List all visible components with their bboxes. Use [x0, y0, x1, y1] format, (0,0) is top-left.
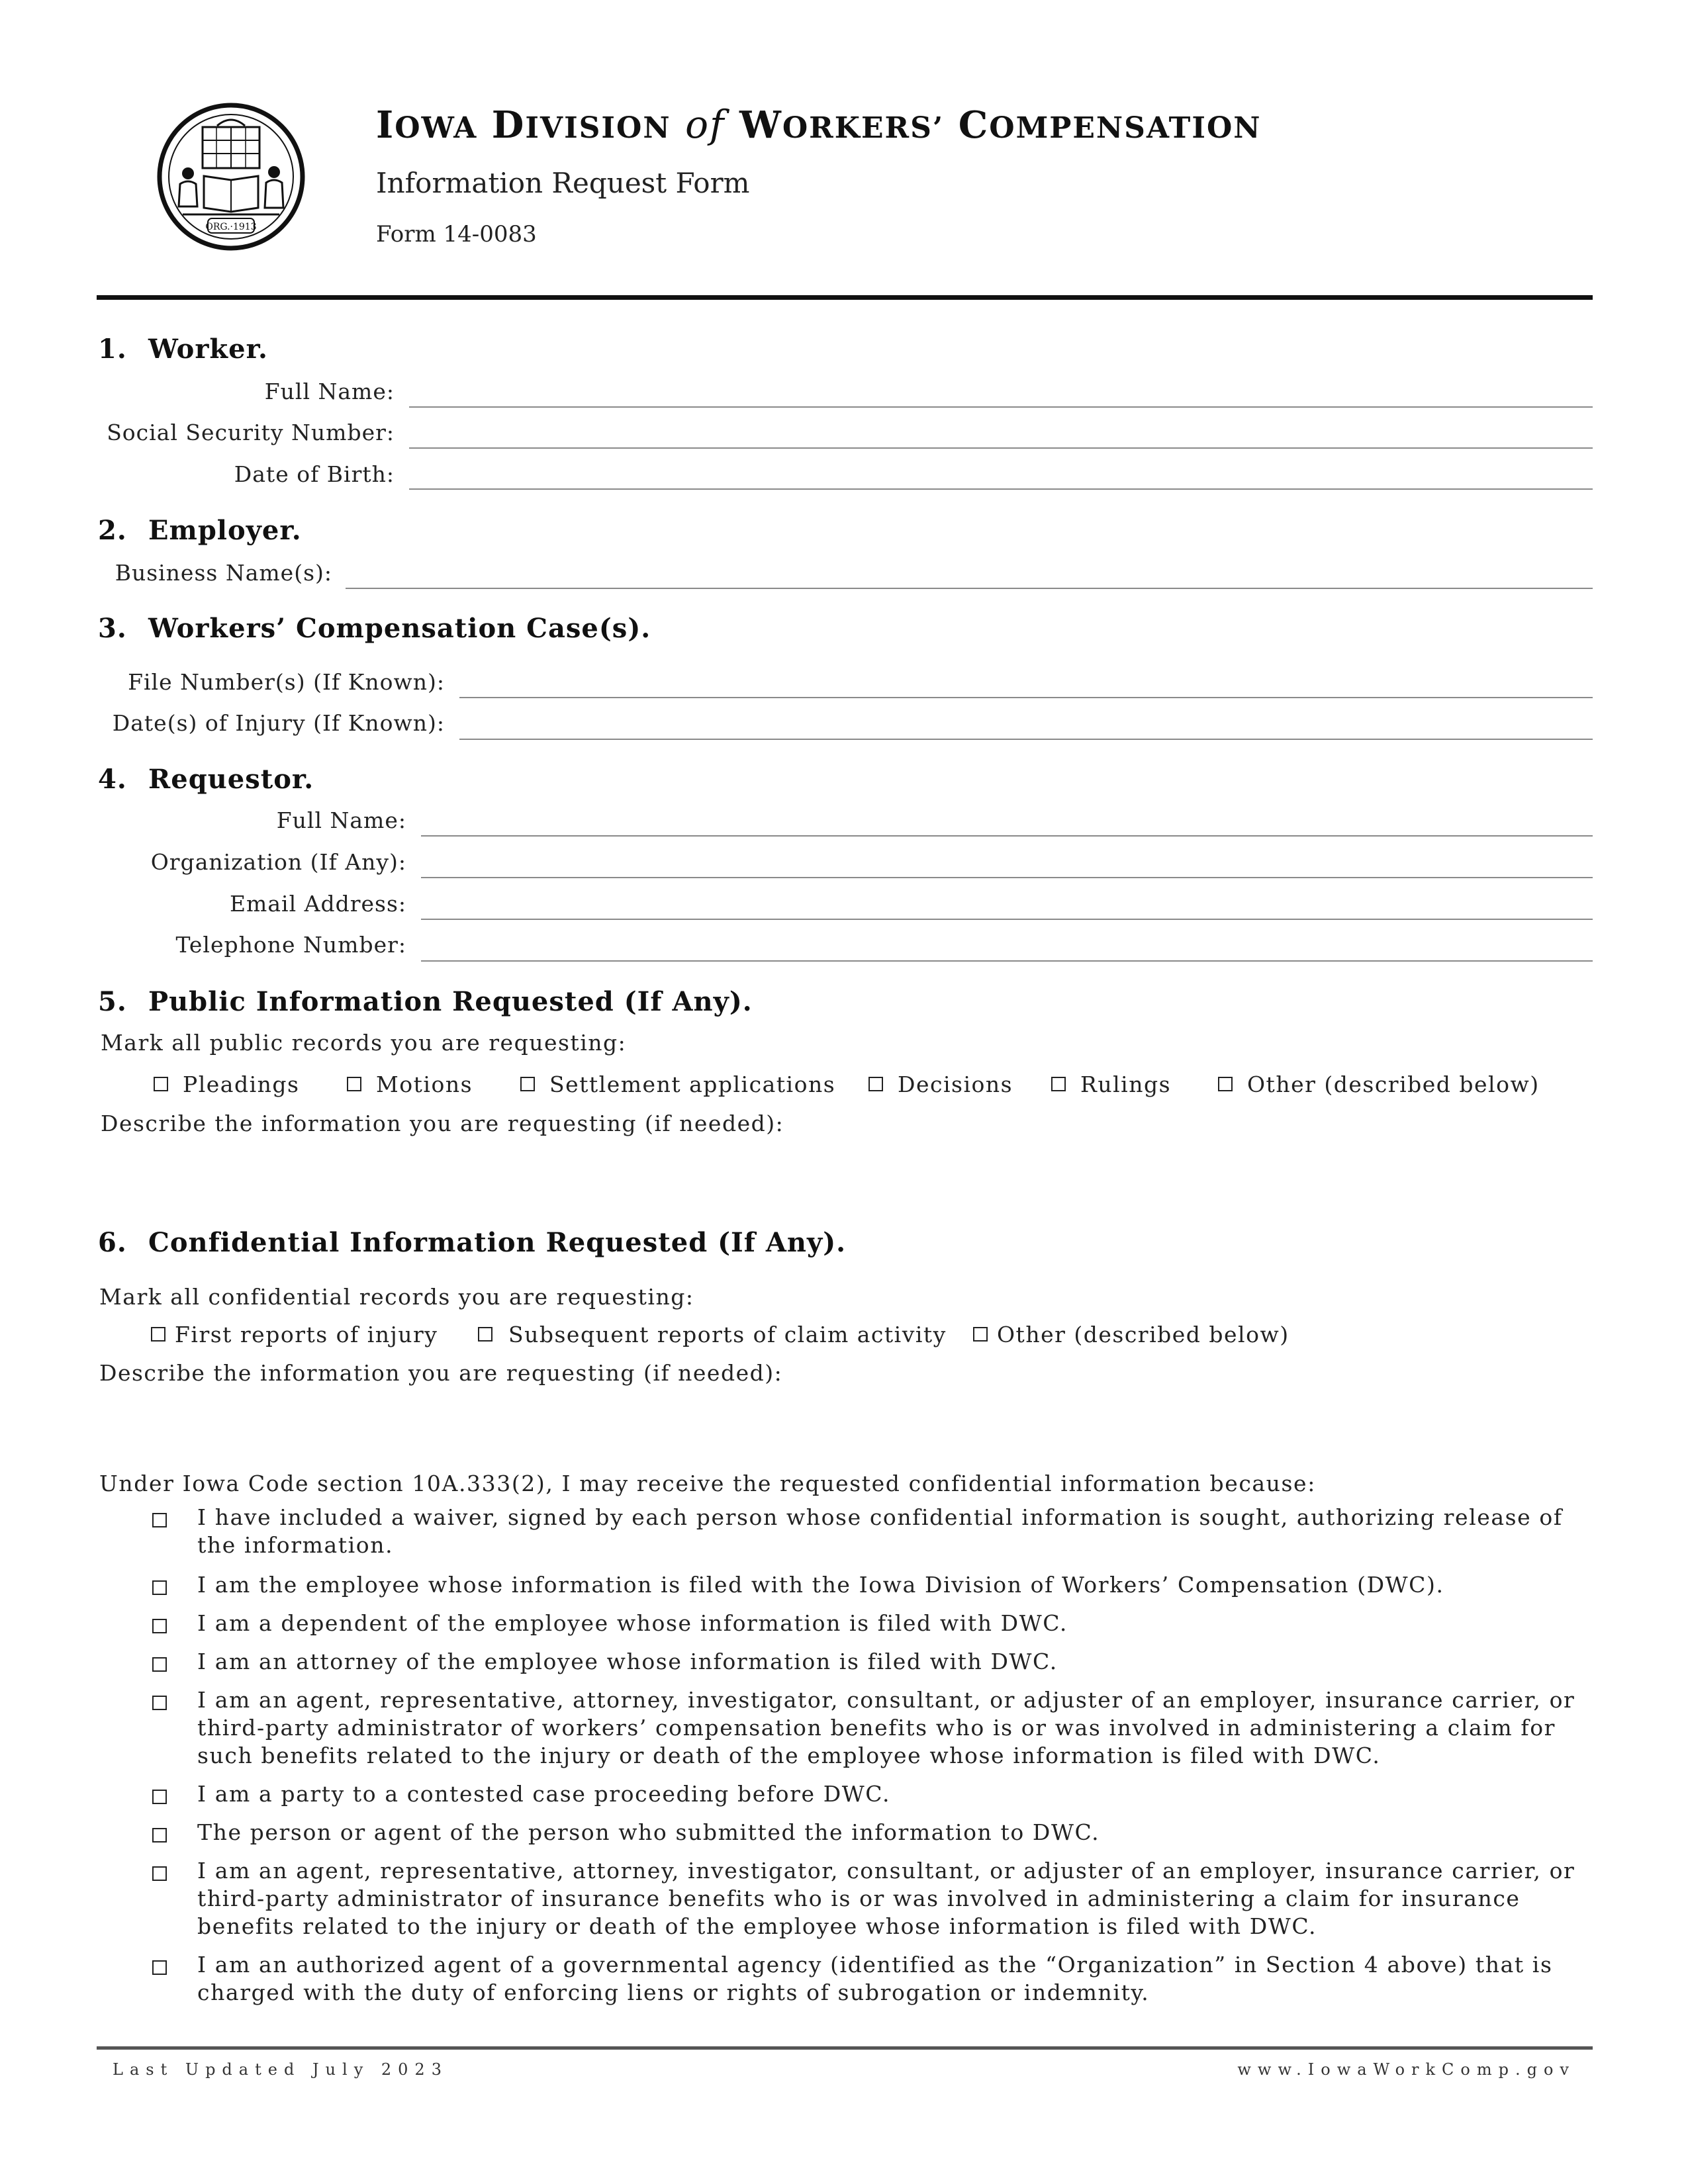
basis-statement-contested-party[interactable]: I am a party to a contested case proceeding before DWC. [152, 1780, 1595, 1808]
form-subtitle: Information Request Form [376, 167, 750, 199]
public-describe-area[interactable] [101, 1142, 1593, 1215]
basis-statement-wc-administrator[interactable]: I am an agent, representative, attorney, investigator, consultant, or adjuster of an employer, insurance carrier, or third-party administrator of workers’ compensation benefits who is or was involved in administering a claim for such benefits related to the injury or death of the employee whose information is filed with DWC. [152, 1686, 1595, 1770]
last-updated: Last Updated July 2023 [113, 2060, 448, 2079]
confidential-describe-area[interactable] [99, 1392, 1591, 1465]
section-2-heading: 2. Employer. [98, 515, 302, 546]
agency-title: IOWA DIVISION of WORKERS’ COMPENSATION [376, 102, 1262, 147]
section-5-heading: 5. Public Information Requested (If Any). [98, 986, 753, 1017]
confidential-option-first-reports[interactable]: First reports of injury [151, 1322, 438, 1347]
worker-full-name-label: Full Name: [264, 379, 395, 404]
checkbox[interactable] [1218, 1077, 1233, 1091]
checkbox[interactable] [151, 1327, 165, 1342]
confidential-option-subsequent-reports[interactable]: Subsequent reports of claim activity [478, 1322, 947, 1347]
checkbox[interactable] [1051, 1077, 1066, 1091]
seal-org-text: ORG.·1913 [205, 222, 257, 232]
basis-statement-insurance-administrator[interactable]: I am an agent, representative, attorney, investigator, consultant, or adjuster of an employer, insurance carrier, or third-party administrator of insurance benefits who is or was involved in administering a claim for insurance benefits related to the injury or death of the employee whose information is filed with DWC. [152, 1857, 1595, 1940]
checkbox[interactable] [152, 1960, 167, 1975]
business-name-field[interactable] [346, 588, 1593, 589]
business-name-label: Business Name(s): [115, 560, 332, 586]
injury-date-field[interactable] [459, 739, 1593, 740]
checkbox[interactable] [152, 1513, 167, 1527]
file-number-field[interactable] [459, 697, 1593, 698]
confidential-option-other[interactable]: Other (described below) [973, 1322, 1289, 1347]
section-3-heading: 3. Workers’ Compensation Case(s). [98, 613, 651, 644]
worker-ssn-field[interactable] [409, 447, 1593, 449]
checkbox[interactable] [154, 1077, 168, 1091]
checkbox[interactable] [520, 1077, 535, 1091]
worker-dob-field[interactable] [409, 488, 1593, 490]
public-option-settlement-applications[interactable]: Settlement applications [520, 1071, 835, 1097]
checkbox[interactable] [152, 1580, 167, 1595]
section-1-heading: 1. Worker. [98, 334, 268, 365]
public-describe-label: Describe the information you are requesting (if needed): [101, 1111, 784, 1136]
checkbox[interactable] [152, 1657, 167, 1672]
requestor-email-label: Email Address: [229, 891, 406, 917]
checkbox[interactable] [152, 1619, 167, 1633]
basis-statement-government-agency[interactable]: I am an authorized agent of a governmental agency (identified as the “Organization” in Section 4 above) that is charged with the duty of enforcing liens or rights of subrogation or indemnity. [152, 1951, 1595, 2007]
basis-statement-submitter[interactable]: The person or agent of the person who submitted the information to DWC. [152, 1819, 1595, 1846]
checkbox[interactable] [973, 1327, 988, 1342]
checkbox[interactable] [868, 1077, 883, 1091]
injury-date-label: Date(s) of Injury (If Known): [112, 710, 445, 736]
header-divider [97, 295, 1593, 300]
checkbox[interactable] [152, 1866, 167, 1881]
requestor-telephone-label: Telephone Number: [175, 932, 406, 958]
basis-statement-dependent[interactable]: I am a dependent of the employee whose information is filed with DWC. [152, 1610, 1595, 1637]
public-option-rulings[interactable]: Rulings [1051, 1071, 1171, 1097]
public-records-instruction: Mark all public records you are requesting: [101, 1030, 627, 1056]
section-4-heading: 4. Requestor. [98, 764, 314, 795]
public-option-motions[interactable]: Motions [347, 1071, 473, 1097]
confidential-records-instruction: Mark all confidential records you are requesting: [99, 1284, 694, 1310]
worker-dob-label: Date of Birth: [234, 461, 395, 487]
basis-statement-waiver[interactable]: I have included a waiver, signed by each person whose confidential information is sought, authorizing release of the information. [152, 1504, 1595, 1559]
checkbox[interactable] [478, 1327, 492, 1342]
form-number: Form 14-0083 [376, 221, 537, 248]
public-option-other[interactable]: Other (described below) [1218, 1071, 1540, 1097]
worker-full-name-field[interactable] [409, 406, 1593, 408]
file-number-label: File Number(s) (If Known): [128, 669, 445, 695]
basis-statement-attorney[interactable]: I am an attorney of the employee whose information is filed with DWC. [152, 1648, 1595, 1676]
worker-ssn-label: Social Security Number: [107, 420, 395, 445]
requestor-email-field[interactable] [421, 919, 1593, 920]
requestor-full-name-field[interactable] [421, 835, 1593, 837]
checkbox[interactable] [152, 1696, 167, 1710]
requestor-organization-label: Organization (If Any): [150, 849, 406, 875]
basis-statement-employee[interactable]: I am the employee whose information is filed with the Iowa Division of Workers’ Compensation (DWC). [152, 1571, 1595, 1599]
checkbox[interactable] [347, 1077, 361, 1091]
confidential-describe-label: Describe the information you are requesting (if needed): [99, 1360, 783, 1386]
checkbox[interactable] [152, 1828, 167, 1843]
footer-divider [97, 2046, 1593, 2050]
requestor-full-name-label: Full Name: [276, 807, 406, 833]
requestor-organization-field[interactable] [421, 877, 1593, 878]
section-6-heading: 6. Confidential Information Requested (If Any). [98, 1227, 847, 1258]
division-seal-logo [156, 102, 306, 251]
public-option-pleadings[interactable]: Pleadings [154, 1071, 299, 1097]
checkbox[interactable] [152, 1790, 167, 1804]
legal-basis-intro: Under Iowa Code section 10A.333(2), I may receive the requested confidential information because: [99, 1471, 1316, 1496]
public-option-decisions[interactable]: Decisions [868, 1071, 1013, 1097]
website-link[interactable]: www.IowaWorkComp.gov [1237, 2060, 1575, 2079]
requestor-telephone-field[interactable] [421, 960, 1593, 962]
